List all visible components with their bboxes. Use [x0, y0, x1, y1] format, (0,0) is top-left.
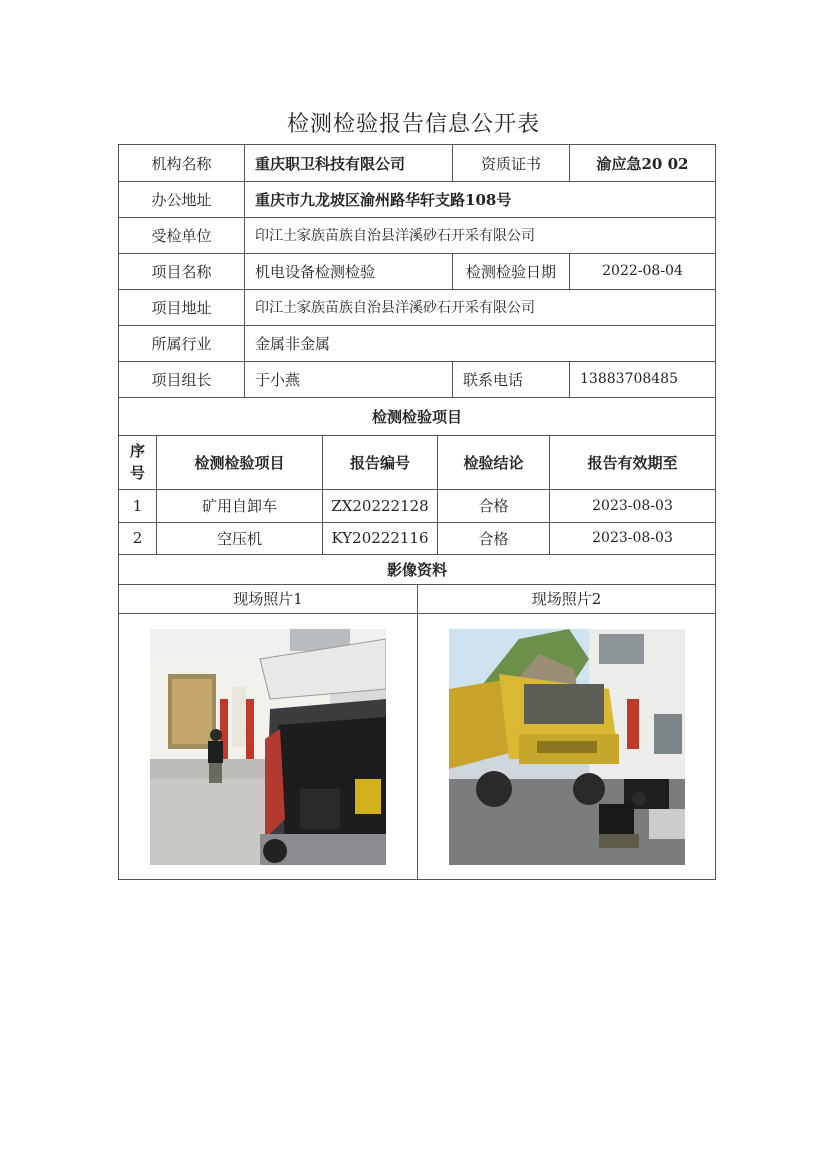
table-row-1-valid: 2023-08-03 — [592, 497, 673, 514]
site-value: 印江土家族苗族自治县洋溪砂石开采有限公司 — [255, 300, 535, 316]
table-row-2-valid: 2023-08-03 — [592, 530, 673, 546]
seq-header-line1: 序 — [129, 442, 145, 460]
leader-label: 项目组长 — [151, 370, 212, 389]
project-value: 机电设备检测检验 — [255, 262, 376, 281]
org-name-label: 机构名称 — [151, 154, 212, 173]
table-row-2-seq: 2 — [132, 529, 143, 547]
site-label: 项目地址 — [151, 298, 212, 317]
table-row-2-item: 空压机 — [216, 529, 262, 548]
photo2-label: 现场照片2 — [531, 590, 602, 608]
table-row-1-result: 合格 — [478, 497, 509, 515]
site-photo-1 — [150, 629, 386, 865]
site-photo-2 — [449, 629, 685, 865]
org-name-value: 重庆职卫科技有限公司 — [255, 154, 406, 173]
table-row-1-report: ZX20222128 — [331, 496, 429, 515]
item-header: 检测检验项目 — [194, 453, 285, 472]
seq-header-line2: 号 — [129, 464, 145, 482]
leader-value: 于小燕 — [255, 370, 301, 389]
result-header: 检验结论 — [463, 453, 524, 472]
date-value: 2022-08-04 — [602, 263, 683, 279]
industry-value: 金属非金属 — [255, 334, 331, 353]
table-row-1-seq: 1 — [132, 496, 143, 515]
items-section-title: 检测检验项目 — [371, 407, 462, 426]
images-section-title: 影像资料 — [386, 560, 447, 579]
valid-header: 报告有效期至 — [587, 453, 678, 472]
info-table — [118, 144, 716, 880]
date-label: 检测检验日期 — [465, 262, 556, 281]
industry-label: 所属行业 — [151, 334, 212, 353]
client-value: 印江土家族苗族自治县洋溪砂石开采有限公司 — [255, 228, 535, 244]
table-row-2-result: 合格 — [478, 529, 509, 548]
phone-value: 13883708485 — [580, 371, 678, 387]
table-row-2-report: KY20222116 — [331, 529, 429, 547]
client-label: 受检单位 — [151, 226, 212, 245]
photo1-label: 现场照片1 — [233, 590, 303, 608]
project-label: 项目名称 — [151, 262, 212, 281]
table-row-1-item: 矿用自卸车 — [201, 497, 277, 515]
address-value: 重庆市九龙坡区渝州路华轩支路108号 — [255, 190, 512, 209]
address-label: 办公地址 — [151, 190, 212, 209]
cert-value: 渝应急20 02 — [596, 154, 689, 173]
seq-header — [119, 435, 156, 489]
page-title: 检测检验报告信息公开表 — [286, 112, 540, 137]
cert-label: 资质证书 — [480, 154, 541, 173]
report-header: 报告编号 — [349, 453, 410, 472]
phone-label: 联系电话 — [463, 370, 524, 389]
